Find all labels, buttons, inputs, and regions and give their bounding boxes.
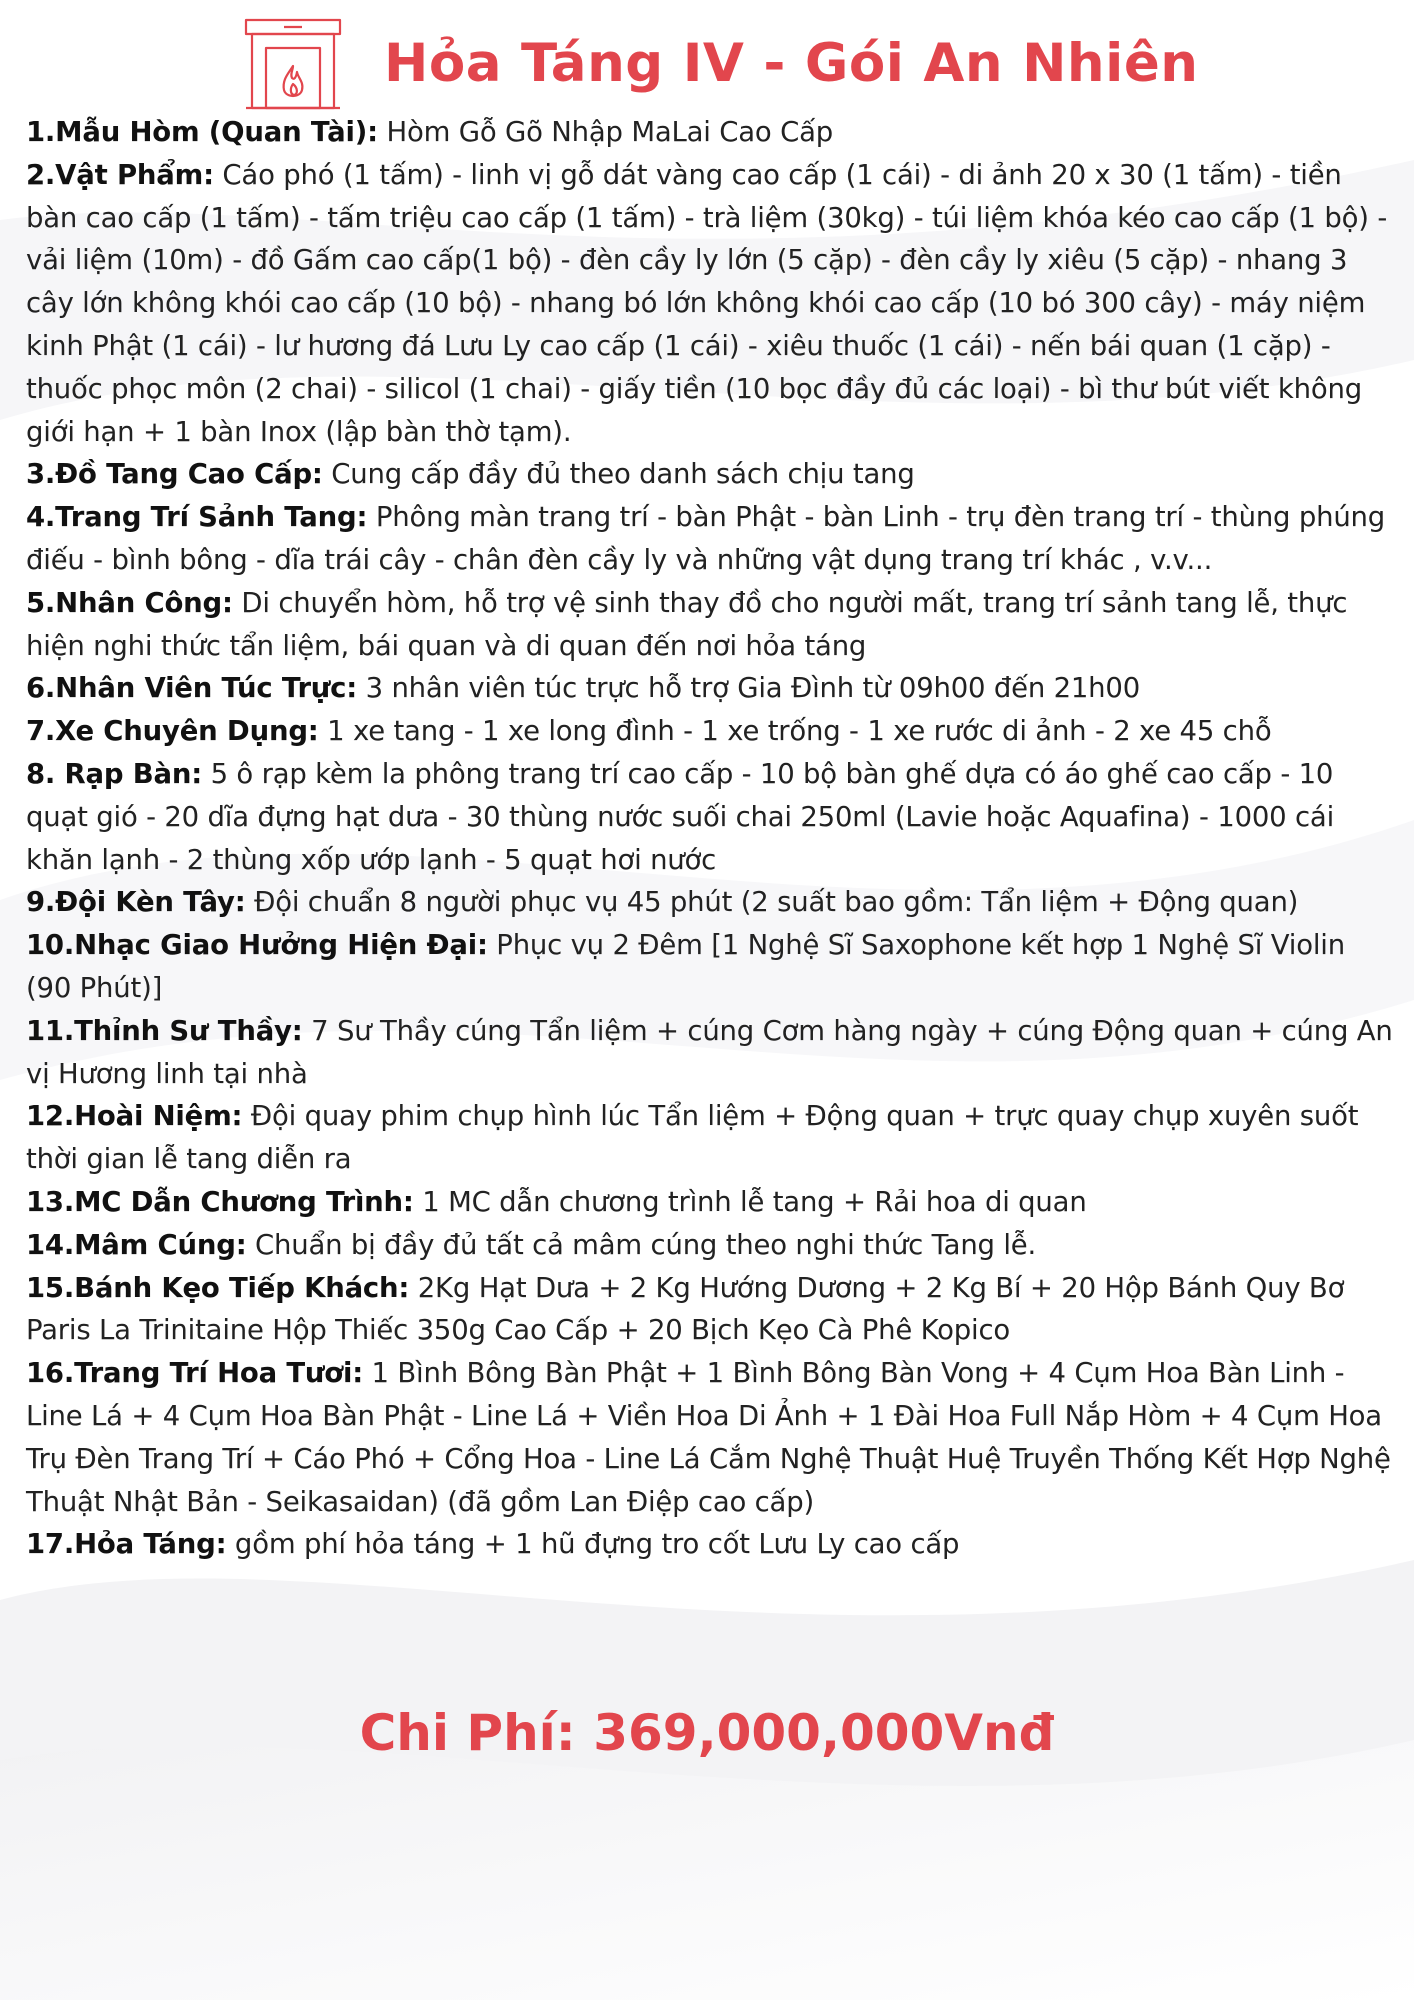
list-item <box>26 753 1396 881</box>
item-label: 15.Bánh Kẹo Tiếp Khách: <box>26 1271 410 1304</box>
item-text: gồm phí hỏa táng + 1 hũ đựng tro cốt Lưu Ly cao cấp <box>226 1528 960 1561</box>
item-text: Phục vụ 2 Đêm [1 Nghệ Sĩ Saxophone kết hợp 1 Nghệ Sĩ Violin (90 Phút)] <box>26 929 1345 1004</box>
item-label: 9.Đội Kèn Tây: <box>26 886 246 919</box>
list-item <box>26 496 1396 582</box>
item-label: 16.Trang Trí Hoa Tươi: <box>26 1357 364 1390</box>
list-item <box>26 1267 1396 1353</box>
list-item <box>26 582 1396 668</box>
item-label: 12.Hoài Niệm: <box>26 1100 243 1133</box>
list-item <box>26 667 1396 710</box>
item-text: Phông màn trang trí - bàn Phật - bàn Linh - trụ đèn trang trí - thùng phúng điếu - bình bông - dĩa trái cây - chân đèn cầy ly và những vật dụng trang trí khác , v.v... <box>26 501 1386 576</box>
list-item <box>26 1523 1396 1566</box>
item-text: Di chuyển hòm, hỗ trợ vệ sinh thay đồ cho người mất, trang trí sảnh tang lễ, thực hiện nghi thức tẩn liệm, bái quan và di quan đến nơi hỏa táng <box>26 586 1348 662</box>
item-label: 8. Rạp Bàn: <box>26 757 203 790</box>
item-text: Hòm Gỗ Gõ Nhập MaLai Cao Cấp <box>377 116 833 148</box>
list-item <box>26 1010 1396 1096</box>
fireplace-icon <box>244 18 342 110</box>
item-text: Đội chuẩn 8 người phục vụ 45 phút (2 suất bao gồm: Tẩn liệm + Động quan) <box>245 886 1299 919</box>
list-item <box>26 1181 1396 1224</box>
header <box>0 14 1414 114</box>
page-title: Hỏa Táng IV - Gói An Nhiên <box>384 33 1199 94</box>
item-text: 3 nhân viên túc trực hỗ trợ Gia Đình từ 09h00 đến 21h00 <box>357 672 1141 705</box>
item-text: 1 MC dẫn chương trình lễ tang + Rải hoa di quan <box>413 1185 1087 1218</box>
item-text: Đội quay phim chụp hình lúc Tẩn liệm + Động quan + trực quay chụp xuyên suốt thời gian lễ tang diễn ra <box>26 1100 1359 1176</box>
item-text: Cáo phó (1 tấm) - linh vị gỗ dát vàng cao cấp (1 cái) - di ảnh 20 x 30 (1 tấm) - tiền bàn cao cấp (1 tấm) - tấm triệu cao cấp (1 tấm) - trà liệm (30kg) - túi liệm khóa kéo cao cấp (1 bộ) - vải liệm (10m) - đồ Gấm cao cấp(1 bộ) - đèn cầy ly lớn (5 cặp) - đèn cầy ly xiêu (5 cặp) - nhang 3 cây lớn không khói cao cấp (10 bộ) - nhang bó lớn không khói cao cấp (10 bó 300 cây) - máy niệm kinh Phật (1 cái) - lư hương đá Lưu Ly cao cấp (1 cái) - xiêu thuốc (1 cái) - nến bái quan (1 cặp) - thuốc phọc môn (2 chai) - silicol (1 chai) - giấy tiền (10 bọc đầy đủ các loại) - bì thư bút viết không giới hạn + 1 bàn Inox (lập bàn thờ tạm). <box>26 158 1388 448</box>
item-label: 6.Nhân Viên Túc Trực: <box>26 672 358 705</box>
list-item <box>26 924 1396 1010</box>
item-label: 1.Mẫu Hòm (Quan Tài): <box>26 116 378 148</box>
item-label: 2.Vật Phẩm: <box>26 158 214 191</box>
list-item <box>26 1352 1396 1523</box>
item-text: 2Kg Hạt Dưa + 2 Kg Hướng Dương + 2 Kg Bí + 20 Hộp Bánh Quy Bơ Paris La Trinitaine Hộp Thiếc 350g Cao Cấp + 20 Bịch Kẹo Cà Phê Kopico <box>26 1271 1345 1347</box>
list-item <box>26 154 1396 454</box>
list-item <box>26 1224 1396 1267</box>
service-list <box>26 111 1396 1566</box>
item-label: 17.Hỏa Táng: <box>26 1528 227 1561</box>
item-label: 4.Trang Trí Sảnh Tang: <box>26 501 368 534</box>
item-label: 11.Thỉnh Sư Thầy: <box>26 1014 303 1047</box>
item-label: 10.Nhạc Giao Hưởng Hiện Đại: <box>26 929 488 962</box>
item-label: 3.Đồ Tang Cao Cấp: <box>26 458 323 491</box>
item-text: 7 Sư Thầy cúng Tẩn liệm + cúng Cơm hàng ngày + cúng Động quan + cúng An vị Hương linh tại nhà <box>26 1014 1393 1090</box>
item-label: 7.Xe Chuyên Dụng: <box>26 715 319 748</box>
item-label: 13.MC Dẫn Chương Trình: <box>26 1185 414 1218</box>
item-text: Cung cấp đầy đủ theo danh sách chịu tang <box>322 458 915 491</box>
list-item <box>26 881 1396 924</box>
item-label: 5.Nhân Công: <box>26 586 233 619</box>
list-item <box>26 1095 1396 1181</box>
item-label: 14.Mâm Cúng: <box>26 1228 247 1261</box>
total-cost: Chi Phí: 369,000,000Vnđ <box>359 1704 1055 1762</box>
item-text: 1 xe tang - 1 xe long đình - 1 xe trống - 1 xe rước di ảnh - 2 xe 45 chỗ <box>318 715 1272 748</box>
item-text: 5 ô rạp kèm la phông trang trí cao cấp - 10 bộ bàn ghế dựa có áo ghế cao cấp - 10 quạt gió - 20 dĩa đựng hạt dưa - 30 thùng nước suối chai 250ml (Lavie hoặc Aquafina) - 1000 cái khăn lạnh - 2 thùng xốp ướp lạnh - 5 quạt hơi nước <box>26 757 1335 876</box>
list-item <box>26 111 1396 154</box>
list-item <box>26 710 1396 753</box>
item-text: 1 Bình Bông Bàn Phật + 1 Bình Bông Bàn Vong + 4 Cụm Hoa Bàn Linh - Line Lá + 4 Cụm Hoa Bàn Phật - Line Lá + Viền Hoa Di Ảnh + 1 Đài Hoa Full Nắp Hòm + 4 Cụm Hoa Trụ Đèn Trang Trí + Cáo Phó + Cổng Hoa - Line Lá Cắm Nghệ Thuật Huệ Truyền Thống Kết Hợp Nghệ Thuật Nhật Bản - Seikasaidan) (đã gồm Lan Điệp cao cấp) <box>26 1357 1391 1518</box>
list-item <box>26 453 1396 496</box>
item-text: Chuẩn bị đầy đủ tất cả mâm cúng theo nghi thức Tang lễ. <box>246 1228 1037 1261</box>
